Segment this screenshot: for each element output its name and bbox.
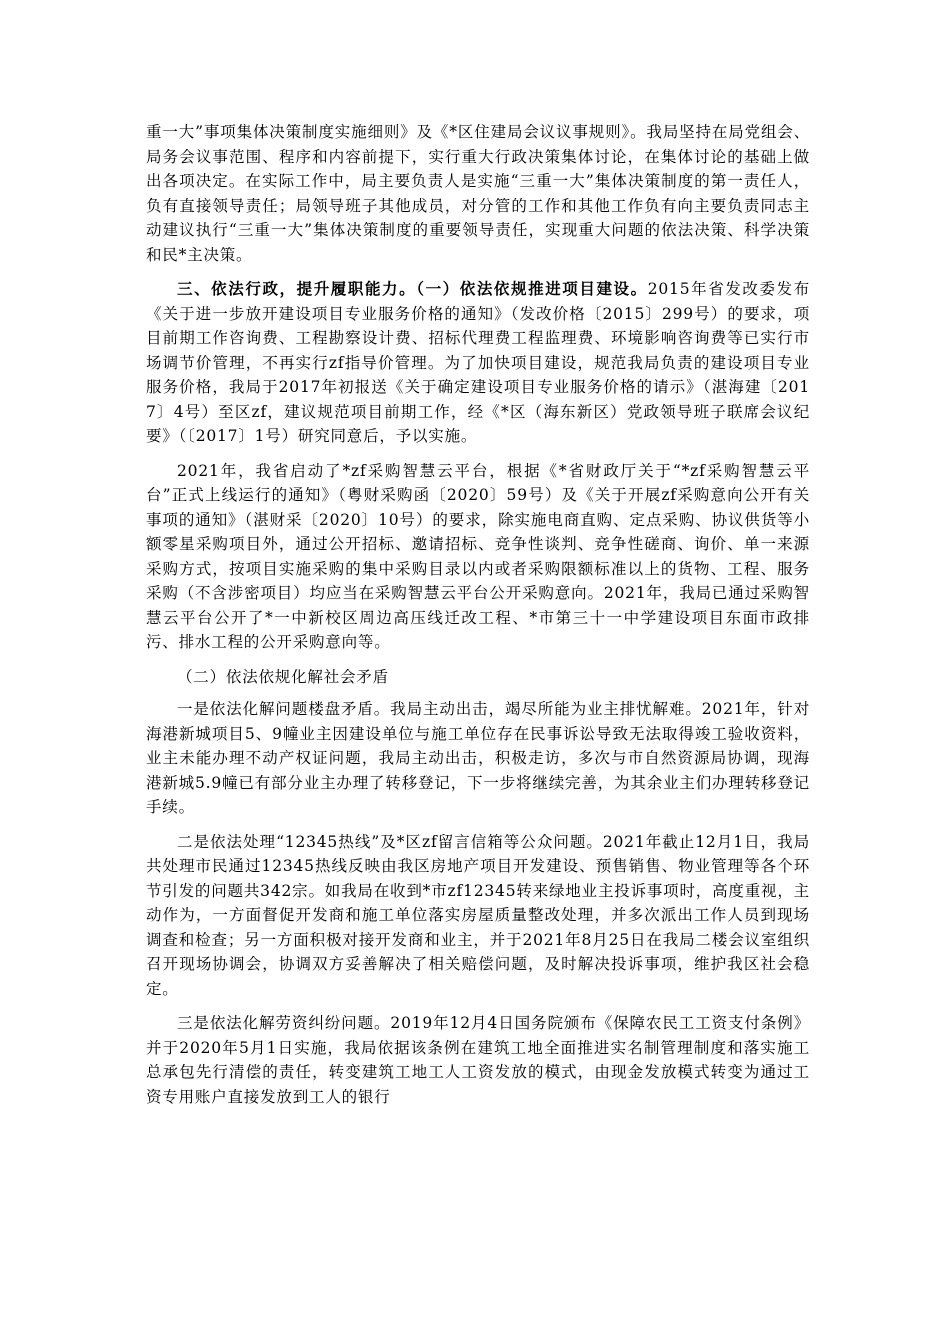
section-three-body: 2015年省发改委发布《关于进一步放开建设项目专业服务价格的通知》（发改价格〔2015〕299号）的要求，项目前期工作咨询费、工程勘察设计费、招标代理费工程监理费、环境影响咨询费等已实行市场调节价管理，不再实行zf指导价管理。为了加快项目建设，规范我局负责的建设项目专业服务价格，我局于2017年初报送《关于确定建设项目专业服务价格的请示》（湛海建〔2017〕4号）至区zf，建议规范项目前期工作，经《*区（海东新区）党政领导班子联席会议纪要》（〔2017〕1号）研究同意后，予以实施。 bbox=[146, 280, 810, 445]
paragraph-procurement-platform: 2021年，我省启动了*zf采购智慧云平台，根据《*省财政厅关于“*zf采购智慧云平台”正式上线运行的通知》（粤财采购函〔2020〕59号）及《关于开展zf采购意向公开有关事项的通知》（湛财采〔2020〕10号）的要求，除实施电商直购、定点采购、协议供货等小额零星采购项目外，通过公开招标、邀请招标、竞争性谈判、竞争性磋商、询价、单一来源采购方式，按项目实施采购的集中采购目录以内或者采购限额标准以上的货物、工程、服务采购（不含涉密项目）均应当在采购智慧云平台公开采购意向。2021年，我局已通过采购智慧云平台公开了*一中新校区周边高压线迁改工程、*市第三十一中学建设项目东面市政排污、排水工程的公开采购意向等。 bbox=[146, 461, 810, 651]
paragraph-section-three bbox=[146, 277, 810, 449]
paragraph-decision-system: 重一大”事项集体决策制度实施细则》及《*区住建局会议议事规则》。我局坚持在局党组会、局务会议事范围、程序和内容前提下，实行重大行政决策集体讨论，在集体讨论的基础上做出各项决定。在实际工作中，局主要负责人是实施“三重一大”集体决策制度的第一责任人，负有直接领导责任；局领导班子其他成员，对分管的工作和其他工作负有向主要负责同志主动建议执行“三重一大”集体决策制度的重要领导责任，实现重大问题的依法决策、科学决策和民*主决策。 bbox=[146, 123, 810, 264]
paragraph-hotline-issues: 二是依法处理“12345热线”及*区zf留言信箱等公众问题。2021年截止12月1日，我局共处理市民通过12345热线反映由我区房地产项目开发建设、预售销售、物业管理等各个环节引发的问题共342宗。如我局在收到*市zf12345转来绿地业主投诉事项时，高度重视，主动作为，一方面督促开发商和施工单位落实房屋质量整改处理，并多次派出工作人员到现场调查和检查；另一方面积极对接开发商和业主，并于2021年8月25日在我局二楼会议室组织召开现场协调会，协调双方妥善解决了相关赔偿问题，及时解决投诉事项，维护我区社会稳定。 bbox=[146, 832, 810, 998]
subheading-social-conflicts: （二）依法依规化解社会矛盾 bbox=[177, 667, 389, 686]
paragraph-problem-housing: 一是依法化解问题楼盘矛盾。我局主动出击，竭尽所能为业主排忧解难。2021年，针对海港新城项目5、9幢业主因建设单位与施工单位存在民事诉讼导致无法取得竣工验收资料，业主未能办理不动产权证问题，我局主动出击，积极走访，多次与市自然资源局协调，现海港新城5.9幢已有部分业主办理了转移登记，下一步将继续完善，为其余业主们办理转移登记手续。 bbox=[146, 700, 810, 816]
paragraph-labor-disputes: 三是依法化解劳资纠纷问题。2019年12月4日国务院颁布《保障农民工工资支付条例》并于2020年5月1日实施，我局依据该条例在建筑工地全面推进实名制管理制度和落实施工总承包先行清偿的责任，转变建筑工地工人工资发放的模式，由现金发放模式转变为通过工资专用账户直接发放到工人的银行 bbox=[146, 1014, 810, 1106]
section-three-heading: 三、依法行政，提升履职能力。（一）依法依规推进项目建设。 bbox=[177, 279, 648, 298]
